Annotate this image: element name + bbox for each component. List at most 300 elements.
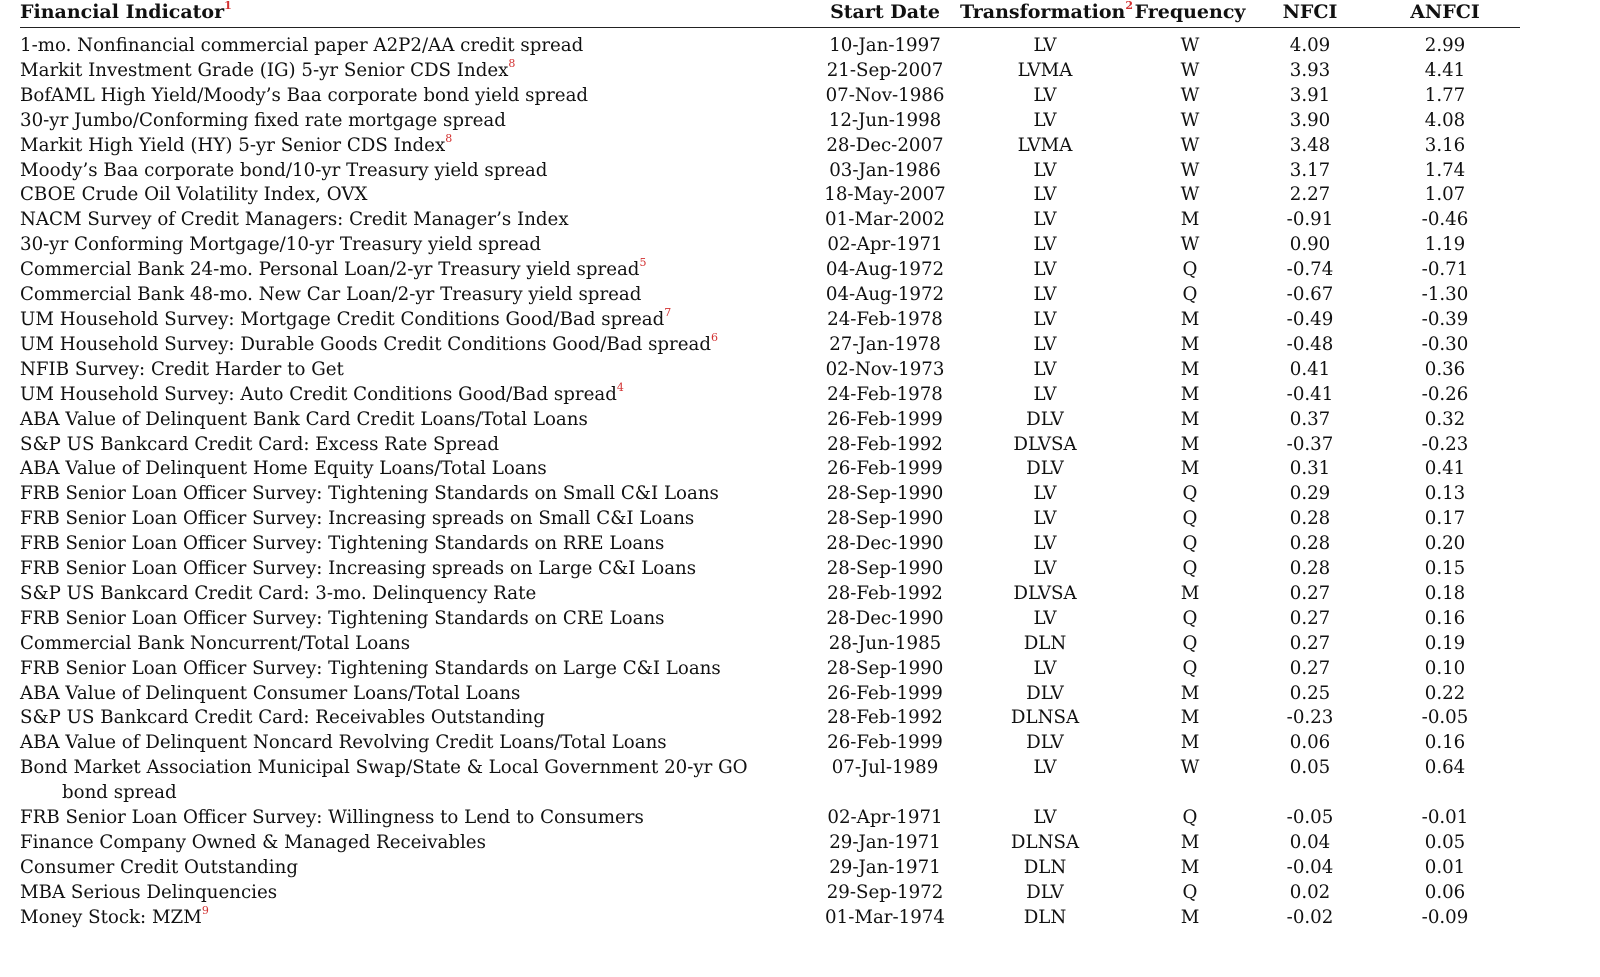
table-row [20, 507, 1520, 532]
indicator-name-continuation: bond spread [62, 782, 177, 804]
table-row [20, 408, 1520, 433]
frequency-cell: W [1180, 59, 1200, 81]
transformation-cell: DLVSA [1013, 582, 1077, 604]
indicator-name: Finance Company Owned & Managed Receivables [20, 832, 486, 853]
nfci-value-cell: -0.23 [1286, 707, 1334, 729]
start-date-cell: 02-Nov-1973 [825, 358, 945, 380]
nfci-value-cell: -0.04 [1286, 856, 1334, 878]
start-date-cell: 29-Sep-1972 [826, 881, 944, 903]
anfci-value-cell: 0.01 [1424, 856, 1466, 878]
indicator-name: Commercial Bank Noncurrent/Total Loans [20, 632, 411, 654]
transformation-cell: DLV [1026, 458, 1064, 480]
indicator-name: Commercial Bank 48-mo. New Car Loan/2-yr Treasury yield spread [20, 284, 642, 306]
transformation-cell: LVMA [1017, 59, 1073, 81]
indicator-name-cell [20, 632, 810, 657]
table-row [20, 383, 1520, 408]
header-anfci: ANFCI [1370, 0, 1520, 28]
indicator-name: ABA Value of Delinquent Bank Card Credit Loans/Total Loans [20, 408, 588, 430]
indicator-name: Commercial Bank 24-mo. Personal Loan/2-yr Treasury yield spread [20, 259, 640, 281]
indicator-name: UM Household Survey: Durable Goods Credit Conditions Good/Bad spread [20, 333, 711, 355]
nfci-value-cell: 4.09 [1289, 35, 1331, 56]
start-date-cell: 28-Jun-1985 [828, 632, 942, 654]
frequency-cell: Q [1182, 657, 1198, 679]
frequency-cell: Q [1182, 607, 1198, 629]
nfci-value-cell: 3.91 [1289, 84, 1331, 106]
start-date-cell: 24-Feb-1978 [827, 383, 943, 405]
indicator-name: 30-yr Jumbo/Conforming fixed rate mortgage spread [20, 109, 506, 131]
footnote-marker: 4 [616, 380, 624, 394]
indicator-name: FRB Senior Loan Officer Survey: Tightening Standards on CRE Loans [20, 607, 665, 629]
nfci-value-cell: 0.37 [1289, 408, 1331, 430]
nfci-value-cell: 0.02 [1289, 881, 1331, 903]
indicator-name-cell [20, 84, 810, 109]
indicator-name-cell [20, 408, 810, 433]
indicator-name-cell [20, 183, 810, 208]
header-start-date: Start Date [810, 0, 960, 28]
start-date-cell: 12-Jun-1998 [828, 109, 942, 131]
frequency-cell: M [1180, 458, 1200, 480]
anfci-value-cell: 0.22 [1424, 682, 1466, 704]
nfci-value-cell: 0.04 [1289, 832, 1331, 853]
anfci-value-cell: 0.17 [1424, 508, 1466, 530]
start-date-cell: 01-Mar-2002 [825, 209, 945, 231]
nfci-value-cell: 0.25 [1289, 682, 1331, 704]
anfci-value-cell: 2.99 [1424, 35, 1466, 56]
table-row [20, 756, 1520, 806]
frequency-cell: M [1180, 682, 1200, 704]
table-row [20, 134, 1520, 159]
table-row [20, 582, 1520, 607]
transformation-cell: LV [1033, 159, 1057, 181]
nfci-value-cell: 3.17 [1289, 159, 1331, 181]
transformation-cell: LV [1033, 657, 1057, 679]
table-header [20, 0, 1520, 28]
start-date-cell: 28-Dec-2007 [826, 134, 944, 156]
frequency-cell: Q [1182, 558, 1198, 580]
indicator-name-cell [20, 482, 810, 507]
header-transformation: Transformation$^2$ [960, 0, 1130, 28]
frequency-cell: W [1180, 234, 1200, 256]
table-row [20, 632, 1520, 657]
frequency-cell: M [1180, 832, 1200, 853]
anfci-value-cell: -0.71 [1421, 259, 1469, 281]
start-date-cell: 02-Apr-1971 [827, 234, 943, 256]
nfci-value-cell: 0.27 [1289, 607, 1331, 629]
table-row [20, 831, 1520, 856]
frequency-cell: M [1180, 433, 1200, 455]
start-date-cell: 28-Feb-1992 [827, 707, 943, 729]
indicator-name-cell [20, 131, 810, 159]
table-row [20, 308, 1520, 333]
nfci-value-cell: -0.74 [1286, 259, 1334, 281]
indicator-name: NACM Survey of Credit Managers: Credit Manager’s Index [20, 209, 569, 231]
transformation-cell: DLN [1023, 856, 1067, 878]
nfci-value-cell: 0.06 [1289, 732, 1331, 754]
header-nfci: NFCI [1250, 0, 1370, 28]
indicator-name: NFIB Survey: Credit Harder to Get [20, 358, 344, 380]
frequency-cell: W [1180, 757, 1200, 779]
indicator-name-cell [20, 856, 810, 881]
transformation-cell: DLV [1026, 682, 1064, 704]
nfci-value-cell: 0.05 [1289, 757, 1331, 779]
start-date-cell: 28-Feb-1992 [827, 433, 943, 455]
indicator-name-cell [20, 756, 810, 806]
table-row [20, 731, 1520, 756]
nfci-value-cell: 0.27 [1289, 582, 1331, 604]
transformation-cell: LV [1033, 508, 1057, 530]
frequency-cell: W [1180, 134, 1200, 156]
table-row [20, 258, 1520, 283]
transformation-cell: LV [1033, 184, 1057, 206]
transformation-cell: LV [1033, 333, 1057, 355]
nfci-value-cell: 0.41 [1289, 358, 1331, 380]
start-date-cell: 26-Feb-1999 [827, 458, 943, 480]
frequency-cell: M [1180, 732, 1200, 754]
start-date-cell: 28-Sep-1990 [826, 657, 944, 679]
indicator-name: FRB Senior Loan Officer Survey: Increasing spreads on Large C&I Loans [20, 558, 697, 580]
anfci-value-cell: -0.39 [1421, 308, 1469, 330]
nfci-value-cell: 0.27 [1289, 632, 1331, 654]
start-date-cell: 26-Feb-1999 [827, 682, 943, 704]
anfci-value-cell: -1.30 [1421, 284, 1469, 306]
indicator-name-cell [20, 507, 810, 532]
footnote-marker: 6 [710, 330, 718, 344]
anfci-value-cell: 0.19 [1424, 632, 1466, 654]
anfci-value-cell: -0.09 [1421, 906, 1469, 928]
frequency-cell: M [1180, 209, 1200, 231]
indicator-name-cell [20, 56, 810, 84]
indicator-name-cell [20, 731, 810, 756]
indicator-name: UM Household Survey: Mortgage Credit Conditions Good/Bad spread [20, 308, 665, 330]
nfci-value-cell: 0.31 [1289, 458, 1331, 480]
frequency-cell: W [1180, 159, 1200, 181]
anfci-value-cell: -0.05 [1421, 707, 1469, 729]
indicator-name: Bond Market Association Municipal Swap/State & Local Government 20-yr GO [20, 757, 748, 779]
footnote-marker: 2 [1125, 0, 1133, 12]
indicator-name: Markit Investment Grade (IG) 5-yr Senior CDS Index [20, 59, 509, 81]
financial-indicator-table [20, 0, 1520, 931]
footnote-marker: 8 [445, 131, 453, 145]
anfci-value-cell: 0.06 [1424, 881, 1466, 903]
transformation-cell: DLVSA [1013, 433, 1077, 455]
transformation-cell: DLNSA [1010, 832, 1080, 853]
table-row [20, 856, 1520, 881]
nfci-value-cell: -0.91 [1286, 209, 1334, 231]
indicator-name: FRB Senior Loan Officer Survey: Tightening Standards on Small C&I Loans [20, 483, 719, 505]
table-row [20, 109, 1520, 134]
indicator-name: FRB Senior Loan Officer Survey: Increasing spreads on Small C&I Loans [20, 508, 695, 530]
table-row [20, 433, 1520, 458]
indicator-name-cell [20, 607, 810, 632]
nfci-value-cell: 3.93 [1289, 59, 1331, 81]
start-date-cell: 02-Apr-1971 [827, 807, 943, 829]
anfci-value-cell: 1.77 [1424, 84, 1466, 106]
indicator-name: FRB Senior Loan Officer Survey: Willingness to Lend to Consumers [20, 807, 644, 829]
indicator-name-cell [20, 305, 810, 333]
nfci-value-cell: 3.48 [1289, 134, 1331, 156]
frequency-cell: Q [1182, 632, 1198, 654]
indicator-name-cell [20, 831, 810, 856]
transformation-cell: DLNSA [1010, 707, 1080, 729]
nfci-value-cell: 2.27 [1289, 184, 1331, 206]
nfci-value-cell: 0.28 [1289, 533, 1331, 555]
table-row [20, 482, 1520, 507]
indicator-name: FRB Senior Loan Officer Survey: Tightening Standards on RRE Loans [20, 533, 665, 555]
frequency-cell: M [1180, 906, 1200, 928]
nfci-value-cell: -0.48 [1286, 333, 1334, 355]
transformation-cell: LV [1033, 109, 1057, 131]
start-date-cell: 28-Dec-1990 [826, 533, 944, 555]
start-date-cell: 10-Jan-1997 [829, 35, 941, 56]
indicator-name: ABA Value of Delinquent Consumer Loans/Total Loans [20, 682, 521, 704]
frequency-cell: W [1180, 84, 1200, 106]
indicator-name: BofAML High Yield/Moody’s Baa corporate bond yield spread [20, 84, 589, 106]
table-row [20, 657, 1520, 682]
indicator-name: MBA Serious Delinquencies [20, 881, 278, 903]
frequency-cell: Q [1182, 284, 1198, 306]
header-frequency: Frequency [1130, 0, 1250, 28]
transformation-cell: LV [1033, 757, 1057, 779]
anfci-value-cell: -0.23 [1421, 433, 1469, 455]
anfci-value-cell: 0.64 [1424, 757, 1466, 779]
start-date-cell: 04-Aug-1972 [825, 284, 945, 306]
indicator-name: ABA Value of Delinquent Home Equity Loans/Total Loans [20, 458, 547, 480]
frequency-cell: M [1180, 358, 1200, 380]
transformation-cell: LV [1033, 84, 1057, 106]
table-row [20, 34, 1520, 59]
indicator-name: Money Stock: MZM [20, 906, 202, 928]
frequency-cell: M [1180, 707, 1200, 729]
anfci-value-cell: 0.18 [1424, 582, 1466, 604]
anfci-value-cell: 3.16 [1424, 134, 1466, 156]
frequency-cell: Q [1182, 508, 1198, 530]
footnote-marker: 8 [508, 56, 516, 70]
indicator-name-cell [20, 557, 810, 582]
transformation-cell: LV [1033, 259, 1057, 281]
indicator-name-cell [20, 457, 810, 482]
anfci-value-cell: 0.41 [1424, 458, 1466, 480]
transformation-cell: LV [1033, 35, 1057, 56]
indicator-name-cell [20, 109, 810, 134]
transformation-cell: LV [1033, 483, 1057, 505]
anfci-value-cell: 1.74 [1424, 159, 1466, 181]
indicator-name: FRB Senior Loan Officer Survey: Tightening Standards on Large C&I Loans [20, 657, 721, 679]
nfci-value-cell: 0.27 [1289, 657, 1331, 679]
start-date-cell: 26-Feb-1999 [827, 732, 943, 754]
table-row [20, 333, 1520, 358]
table-row [20, 706, 1520, 731]
table-row [20, 84, 1520, 109]
indicator-name-cell [20, 706, 810, 731]
transformation-cell: LV [1033, 209, 1057, 231]
indicator-table-container [20, 0, 1520, 931]
table-row [20, 183, 1520, 208]
indicator-name-cell [20, 233, 810, 258]
start-date-cell: 07-Jul-1989 [831, 757, 939, 779]
indicator-name: S&P US Bankcard Credit Card: 3-mo. Delinquency Rate [20, 582, 537, 604]
start-date-cell: 04-Aug-1972 [825, 259, 945, 281]
anfci-value-cell: 0.36 [1424, 358, 1466, 380]
indicator-name-cell [20, 582, 810, 607]
nfci-value-cell: -0.02 [1286, 906, 1334, 928]
indicator-name-cell [20, 283, 810, 308]
start-date-cell: 28-Dec-1990 [826, 607, 944, 629]
transformation-cell: LV [1033, 807, 1057, 829]
frequency-cell: M [1180, 582, 1200, 604]
transformation-cell: DLV [1026, 732, 1064, 754]
indicator-name-cell [20, 881, 810, 906]
frequency-cell: Q [1182, 807, 1198, 829]
start-date-cell: 28-Sep-1990 [826, 483, 944, 505]
transformation-cell: LV [1033, 607, 1057, 629]
start-date-cell: 01-Mar-1974 [825, 906, 945, 928]
indicator-name-cell [20, 903, 810, 931]
start-date-cell: 28-Sep-1990 [826, 508, 944, 530]
transformation-cell: DLV [1026, 408, 1064, 430]
transformation-cell: DLN [1023, 632, 1067, 654]
nfci-value-cell: 0.29 [1289, 483, 1331, 505]
start-date-cell: 29-Jan-1971 [829, 856, 941, 878]
table-row [20, 881, 1520, 906]
indicator-name: Consumer Credit Outstanding [20, 856, 298, 878]
indicator-name-cell [20, 159, 810, 184]
table-row [20, 906, 1520, 931]
frequency-cell: W [1180, 109, 1200, 131]
indicator-name-cell [20, 433, 810, 458]
table-row [20, 457, 1520, 482]
nfci-value-cell: -0.49 [1286, 308, 1334, 330]
table-row [20, 557, 1520, 582]
nfci-value-cell: 0.28 [1289, 558, 1331, 580]
nfci-value-cell: 0.28 [1289, 508, 1331, 530]
start-date-cell: 03-Jan-1986 [829, 159, 941, 181]
table-row [20, 806, 1520, 831]
nfci-value-cell: -0.67 [1286, 284, 1334, 306]
anfci-value-cell: -0.26 [1421, 383, 1469, 405]
transformation-cell: LV [1033, 533, 1057, 555]
frequency-cell: Q [1182, 259, 1198, 281]
footnote-marker: 7 [664, 305, 672, 319]
footnote-marker: 1 [224, 0, 232, 12]
transformation-cell: DLN [1023, 906, 1067, 928]
indicator-name: Markit High Yield (HY) 5-yr Senior CDS Index [20, 134, 446, 156]
indicator-name-cell [20, 208, 810, 233]
frequency-cell: W [1180, 35, 1200, 56]
transformation-cell: LVMA [1017, 134, 1073, 156]
anfci-value-cell: 0.13 [1424, 483, 1466, 505]
indicator-name-cell [20, 532, 810, 557]
indicator-name: Moody’s Baa corporate bond/10-yr Treasury yield spread [20, 159, 548, 181]
anfci-value-cell: 4.08 [1424, 109, 1466, 131]
frequency-cell: Q [1182, 881, 1198, 903]
start-date-cell: 26-Feb-1999 [827, 408, 943, 430]
nfci-value-cell: -0.41 [1286, 383, 1334, 405]
table-row [20, 607, 1520, 632]
table-row [20, 682, 1520, 707]
start-date-cell: 28-Sep-1990 [826, 558, 944, 580]
table-row [20, 233, 1520, 258]
start-date-cell: 21-Sep-2007 [826, 59, 944, 81]
indicator-name: 30-yr Conforming Mortgage/10-yr Treasury yield spread [20, 234, 542, 256]
start-date-cell: 29-Jan-1971 [829, 832, 941, 853]
indicator-name-cell [20, 682, 810, 707]
nfci-value-cell: 3.90 [1289, 109, 1331, 131]
transformation-cell: LV [1033, 558, 1057, 580]
table-body [20, 28, 1520, 931]
transformation-cell: LV [1033, 383, 1057, 405]
frequency-cell: Q [1182, 483, 1198, 505]
frequency-cell: M [1180, 333, 1200, 355]
indicator-name-cell [20, 380, 810, 408]
frequency-cell: M [1180, 383, 1200, 405]
start-date-cell: 07-Nov-1986 [825, 84, 945, 106]
frequency-cell: M [1180, 408, 1200, 430]
footnote-marker: 9 [201, 903, 209, 917]
indicator-name: S&P US Bankcard Credit Card: Excess Rate Spread [20, 433, 500, 455]
indicator-name: 1-mo. Nonfinancial commercial paper A2P2/AA credit spread [20, 35, 584, 56]
anfci-value-cell: 0.15 [1424, 558, 1466, 580]
transformation-cell: LV [1033, 358, 1057, 380]
indicator-name: CBOE Crude Oil Volatility Index, OVX [20, 184, 368, 206]
transformation-cell: LV [1033, 234, 1057, 256]
transformation-cell: DLV [1026, 881, 1064, 903]
nfci-value-cell: 0.90 [1289, 234, 1331, 256]
frequency-cell: M [1180, 856, 1200, 878]
nfci-value-cell: -0.37 [1286, 433, 1334, 455]
start-date-cell: 18-May-2007 [824, 184, 946, 206]
table-row [20, 532, 1520, 557]
nfci-value-cell: -0.05 [1286, 807, 1334, 829]
start-date-cell: 24-Feb-1978 [827, 308, 943, 330]
frequency-cell: W [1180, 184, 1200, 206]
anfci-value-cell: -0.46 [1421, 209, 1469, 231]
header-financial-indicator: Financial Indicator$^1$ [20, 0, 810, 28]
anfci-value-cell: 1.19 [1424, 234, 1466, 256]
footnote-marker: 5 [639, 256, 647, 270]
transformation-cell: LV [1033, 284, 1057, 306]
anfci-value-cell: 0.32 [1424, 408, 1466, 430]
anfci-value-cell: -0.01 [1421, 807, 1469, 829]
start-date-cell: 28-Feb-1992 [827, 582, 943, 604]
indicator-name-cell [20, 358, 810, 383]
indicator-name: ABA Value of Delinquent Noncard Revolving Credit Loans/Total Loans [20, 732, 667, 754]
anfci-value-cell: 0.10 [1424, 657, 1466, 679]
anfci-value-cell: 0.16 [1424, 607, 1466, 629]
anfci-value-cell: 1.07 [1424, 184, 1466, 206]
indicator-name: UM Household Survey: Auto Credit Conditions Good/Bad spread [20, 383, 617, 405]
indicator-name: S&P US Bankcard Credit Card: Receivables Outstanding [20, 707, 545, 729]
table-row [20, 159, 1520, 184]
indicator-name-cell [20, 657, 810, 682]
anfci-value-cell: 0.05 [1424, 832, 1466, 853]
indicator-name-cell [20, 34, 810, 59]
frequency-cell: M [1180, 308, 1200, 330]
table-row [20, 208, 1520, 233]
table-row [20, 358, 1520, 383]
table-row [20, 283, 1520, 308]
anfci-value-cell: 0.16 [1424, 732, 1466, 754]
header-row [20, 0, 1520, 28]
indicator-name-cell [20, 806, 810, 831]
frequency-cell: Q [1182, 533, 1198, 555]
transformation-cell: LV [1033, 308, 1057, 330]
table-row [20, 59, 1520, 84]
indicator-name-cell [20, 330, 810, 358]
anfci-value-cell: 4.41 [1424, 59, 1466, 81]
anfci-value-cell: 0.20 [1424, 533, 1466, 555]
indicator-name-cell [20, 258, 810, 283]
anfci-value-cell: -0.30 [1421, 333, 1469, 355]
